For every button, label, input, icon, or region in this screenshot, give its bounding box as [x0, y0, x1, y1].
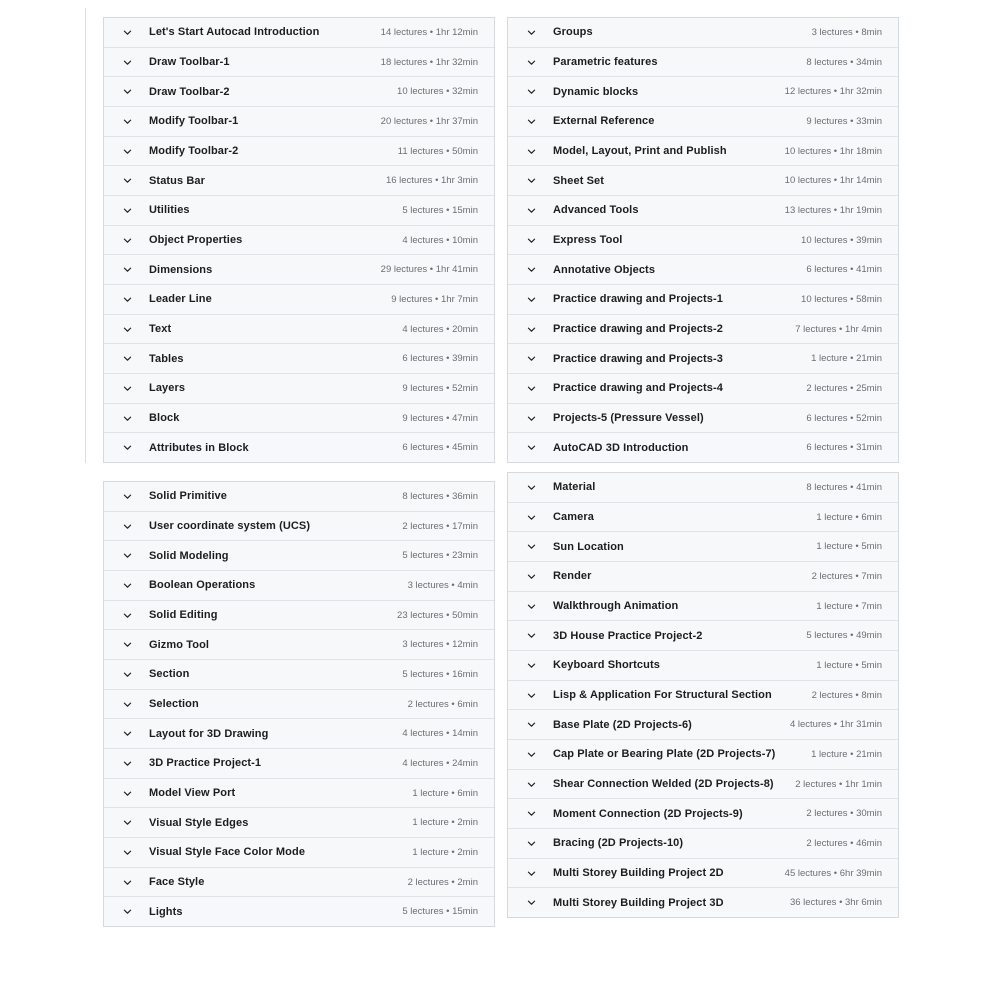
section-title: Leader Line: [149, 293, 212, 306]
section-title: Annotative Objects: [553, 263, 656, 276]
section-row[interactable]: [104, 837, 494, 867]
section-meta: 2 lectures • 46min: [806, 837, 882, 849]
section-title: Visual Style Edges: [149, 816, 249, 829]
section-row[interactable]: [508, 432, 898, 462]
section-meta: 4 lectures • 20min: [402, 323, 478, 335]
section-row[interactable]: [508, 47, 898, 77]
section-row[interactable]: [508, 650, 898, 680]
section-meta: 4 lectures • 14min: [402, 728, 478, 740]
section-meta: 1 lecture • 6min: [412, 787, 478, 799]
section-title: Modify Toolbar-2: [149, 145, 239, 158]
section-meta: 10 lectures • 1hr 18min: [784, 145, 882, 157]
section-title: Practice drawing and Projects-1: [553, 293, 723, 306]
section-meta: 18 lectures • 1hr 32min: [380, 56, 478, 68]
section-row[interactable]: [508, 136, 898, 166]
chevron-down-icon: [525, 175, 537, 187]
section-meta: 2 lectures • 8min: [811, 689, 882, 701]
chevron-down-icon: [121, 175, 133, 187]
section-title: Solid Primitive: [149, 490, 227, 503]
section-meta: 10 lectures • 39min: [801, 234, 882, 246]
section-meta: 5 lectures • 16min: [402, 668, 478, 680]
section-row[interactable]: [508, 195, 898, 225]
section-title: Shear Connection Welded (2D Projects-8): [553, 778, 774, 791]
chevron-down-icon: [121, 639, 133, 651]
chevron-down-icon: [525, 56, 537, 68]
section-meta: 9 lectures • 33min: [806, 115, 882, 127]
chevron-down-icon: [525, 353, 537, 365]
section-meta: 11 lectures • 50min: [397, 145, 478, 157]
chevron-down-icon: [525, 442, 537, 454]
section-title: 3D Practice Project-1: [149, 757, 262, 770]
section-meta: 12 lectures • 1hr 32min: [784, 86, 882, 98]
section-meta: 3 lectures • 8min: [811, 26, 882, 38]
section-row[interactable]: [508, 18, 898, 47]
chevron-down-icon: [121, 353, 133, 365]
section-row[interactable]: [104, 18, 494, 47]
section-meta: 16 lectures • 1hr 3min: [385, 175, 478, 187]
chevron-down-icon: [525, 630, 537, 642]
section-row[interactable]: [508, 620, 898, 650]
section-title: Camera: [553, 511, 594, 523]
section-row[interactable]: [104, 314, 494, 344]
section-row[interactable]: [104, 343, 494, 373]
chevron-down-icon: [121, 787, 133, 799]
section-title: Layers: [149, 382, 186, 395]
section-title: Selection: [149, 698, 199, 711]
section-title: Solid Modeling: [149, 549, 229, 562]
section-meta: 6 lectures • 45min: [402, 442, 478, 454]
chevron-down-icon: [121, 323, 133, 335]
section-title: Keyboard Shortcuts: [553, 659, 660, 672]
section-meta: 5 lectures • 49min: [806, 630, 882, 642]
section-title: Model View Port: [149, 787, 236, 800]
section-title: Layout for 3D Drawing: [149, 727, 269, 740]
section-meta: 1 lecture • 5min: [816, 659, 882, 671]
section-title: Parametric features: [553, 56, 658, 68]
chevron-down-icon: [121, 609, 133, 621]
section-row[interactable]: [104, 47, 494, 77]
section-title: Modify Toolbar-1: [149, 115, 239, 128]
section-row[interactable]: [508, 225, 898, 255]
chevron-down-icon: [525, 867, 537, 879]
chevron-down-icon: [121, 234, 133, 246]
chevron-down-icon: [525, 541, 537, 553]
section-title: Lisp & Application For Structural Section: [553, 689, 772, 702]
section-title: Practice drawing and Projects-2: [553, 323, 723, 336]
section-row[interactable]: [104, 482, 494, 511]
section-row[interactable]: [104, 432, 494, 462]
section-title: Face Style: [149, 876, 205, 889]
chevron-down-icon: [121, 757, 133, 769]
section-row[interactable]: [104, 284, 494, 314]
section-meta: 10 lectures • 58min: [801, 293, 882, 305]
section-title: Cap Plate or Bearing Plate (2D Projects-7): [553, 748, 776, 761]
section-row[interactable]: [104, 718, 494, 748]
section-title: Boolean Operations: [149, 579, 256, 592]
chevron-down-icon: [121, 145, 133, 157]
section-title: Status Bar: [149, 174, 206, 187]
section-row[interactable]: [104, 540, 494, 570]
chevron-down-icon: [121, 876, 133, 888]
chevron-down-icon: [525, 412, 537, 424]
section-title: External Reference: [553, 115, 655, 128]
section-row[interactable]: [104, 896, 494, 926]
section-row[interactable]: [508, 591, 898, 621]
chevron-down-icon: [121, 846, 133, 858]
section-row[interactable]: [104, 165, 494, 195]
section-meta: 4 lectures • 1hr 31min: [789, 719, 882, 731]
chevron-down-icon: [121, 86, 133, 98]
section-row[interactable]: [508, 314, 898, 344]
section-title: Gizmo Tool: [149, 638, 210, 651]
section-title: Practice drawing and Projects-4: [553, 382, 723, 395]
chevron-down-icon: [121, 264, 133, 276]
chevron-down-icon: [121, 579, 133, 591]
chevron-down-icon: [525, 719, 537, 731]
section-row[interactable]: [508, 828, 898, 858]
chevron-down-icon: [121, 490, 133, 502]
section-title: Model, Layout, Print and Publish: [553, 145, 727, 158]
chevron-down-icon: [121, 520, 133, 532]
chevron-down-icon: [121, 115, 133, 127]
section-title: Object Properties: [149, 234, 243, 247]
chevron-down-icon: [121, 382, 133, 394]
section-row[interactable]: [508, 373, 898, 403]
section-title: Utilities: [149, 204, 190, 217]
chevron-down-icon: [525, 234, 537, 246]
chevron-down-icon: [121, 550, 133, 562]
section-row[interactable]: [508, 709, 898, 739]
section-row[interactable]: [104, 195, 494, 225]
section-meta: 23 lectures • 50min: [397, 609, 478, 621]
chevron-down-icon: [525, 145, 537, 157]
section-row[interactable]: [104, 76, 494, 106]
chevron-down-icon: [121, 906, 133, 918]
chevron-down-icon: [121, 26, 133, 38]
section-meta: 9 lectures • 1hr 7min: [391, 293, 478, 305]
chevron-down-icon: [121, 728, 133, 740]
section-row[interactable]: [508, 739, 898, 769]
section-title: AutoCAD 3D Introduction: [553, 441, 689, 454]
section-row[interactable]: [104, 689, 494, 719]
section-meta: 36 lectures • 3hr 6min: [789, 897, 882, 909]
section-meta: 8 lectures • 41min: [806, 481, 882, 493]
chevron-down-icon: [525, 204, 537, 216]
section-row[interactable]: [508, 473, 898, 502]
section-title: Multi Storey Building Project 3D: [553, 896, 724, 909]
section-meta: 6 lectures • 52min: [806, 412, 882, 424]
chevron-down-icon: [121, 698, 133, 710]
section-title: Advanced Tools: [553, 204, 639, 217]
section-title: Projects-5 (Pressure Vessel): [553, 412, 704, 425]
section-meta: 6 lectures • 31min: [806, 442, 882, 454]
curriculum-panel-top-right: [507, 17, 899, 463]
section-title: Base Plate (2D Projects-6): [553, 718, 692, 731]
chevron-down-icon: [525, 481, 537, 493]
section-row[interactable]: [508, 343, 898, 373]
chevron-down-icon: [121, 668, 133, 680]
section-row[interactable]: [508, 106, 898, 136]
section-title: Attributes in Block: [149, 441, 249, 454]
section-title: Section: [149, 668, 190, 681]
chevron-down-icon: [525, 689, 537, 701]
section-meta: 4 lectures • 10min: [402, 234, 478, 246]
section-row[interactable]: [508, 680, 898, 710]
section-row[interactable]: [104, 867, 494, 897]
section-row[interactable]: [508, 76, 898, 106]
section-title: Practice drawing and Projects-3: [553, 352, 723, 365]
chevron-down-icon: [525, 837, 537, 849]
chevron-down-icon: [121, 293, 133, 305]
section-meta: 45 lectures • 6hr 39min: [784, 867, 882, 879]
section-meta: 1 lecture • 5min: [816, 541, 882, 553]
curriculum-panel-bottom-right: [507, 472, 899, 918]
section-row[interactable]: [104, 511, 494, 541]
section-title: Dimensions: [149, 263, 213, 276]
section-meta: 20 lectures • 1hr 37min: [380, 115, 478, 127]
section-title: Walkthrough Animation: [553, 600, 679, 613]
chevron-down-icon: [525, 382, 537, 394]
section-row[interactable]: [508, 165, 898, 195]
chevron-down-icon: [121, 56, 133, 68]
section-meta: 1 lecture • 2min: [412, 846, 478, 858]
section-row[interactable]: [104, 225, 494, 255]
section-meta: 8 lectures • 36min: [402, 490, 478, 502]
section-title: Moment Connection (2D Projects-9): [553, 807, 743, 820]
section-row[interactable]: [104, 106, 494, 136]
chevron-down-icon: [121, 442, 133, 454]
section-row[interactable]: [508, 858, 898, 888]
section-meta: 7 lectures • 1hr 4min: [795, 323, 882, 335]
curriculum-panel-bottom-left: [103, 481, 495, 927]
section-row[interactable]: [508, 502, 898, 532]
section-meta: 2 lectures • 6min: [407, 698, 478, 710]
section-title: Solid Editing: [149, 609, 218, 622]
section-meta: 14 lectures • 1hr 12min: [380, 26, 478, 38]
section-meta: 3 lectures • 12min: [402, 639, 478, 651]
section-row[interactable]: [104, 629, 494, 659]
section-title: Express Tool: [553, 234, 623, 247]
section-meta: 5 lectures • 15min: [402, 204, 478, 216]
section-title: Sheet Set: [553, 174, 605, 187]
section-meta: 2 lectures • 30min: [806, 808, 882, 820]
section-meta: 9 lectures • 52min: [402, 382, 478, 394]
chevron-down-icon: [525, 323, 537, 335]
section-row[interactable]: [104, 748, 494, 778]
section-title: Groups: [553, 26, 593, 39]
section-row[interactable]: [508, 798, 898, 828]
section-meta: 4 lectures • 24min: [402, 757, 478, 769]
section-meta: 10 lectures • 32min: [397, 86, 478, 98]
chevron-down-icon: [525, 600, 537, 612]
section-row[interactable]: [104, 659, 494, 689]
chevron-down-icon: [525, 26, 537, 38]
section-title: Sun Location: [553, 540, 624, 553]
page-edge-divider: [85, 8, 86, 463]
section-meta: 9 lectures • 47min: [402, 412, 478, 424]
curriculum-panel-top-left: [103, 17, 495, 463]
section-meta: 2 lectures • 7min: [811, 570, 882, 582]
section-title: Dynamic blocks: [553, 85, 639, 98]
chevron-down-icon: [121, 204, 133, 216]
section-title: Visual Style Face Color Mode: [149, 846, 306, 859]
section-row[interactable]: [508, 561, 898, 591]
section-row[interactable]: [508, 403, 898, 433]
section-meta: 3 lectures • 4min: [407, 579, 478, 591]
section-title: Block: [149, 412, 180, 425]
section-title: 3D House Practice Project-2: [553, 629, 703, 642]
chevron-down-icon: [525, 808, 537, 820]
chevron-down-icon: [121, 817, 133, 829]
section-meta: 5 lectures • 15min: [402, 906, 478, 918]
section-row[interactable]: [508, 284, 898, 314]
section-row[interactable]: [508, 887, 898, 917]
chevron-down-icon: [525, 86, 537, 98]
section-title: Material: [553, 481, 596, 494]
section-row[interactable]: [104, 136, 494, 166]
section-row[interactable]: [104, 807, 494, 837]
chevron-down-icon: [525, 264, 537, 276]
section-meta: 10 lectures • 1hr 14min: [784, 175, 882, 187]
section-meta: 13 lectures • 1hr 19min: [784, 204, 882, 216]
section-title: Let's Start Autocad Introduction: [149, 26, 320, 39]
chevron-down-icon: [525, 570, 537, 582]
section-meta: 29 lectures • 1hr 41min: [380, 264, 478, 276]
section-row[interactable]: [104, 600, 494, 630]
section-meta: 1 lecture • 2min: [412, 817, 478, 829]
section-title: User coordinate system (UCS): [149, 520, 311, 532]
section-row[interactable]: [508, 531, 898, 561]
section-meta: 8 lectures • 34min: [806, 56, 882, 68]
section-title: Text: [149, 323, 172, 336]
section-title: Tables: [149, 352, 184, 365]
section-meta: 1 lecture • 6min: [816, 511, 882, 523]
section-row[interactable]: [104, 254, 494, 284]
section-meta: 1 lecture • 7min: [816, 600, 882, 612]
section-row[interactable]: [508, 769, 898, 799]
chevron-down-icon: [525, 115, 537, 127]
section-meta: 1 lecture • 21min: [811, 748, 882, 760]
section-title: Render: [553, 570, 592, 583]
section-title: Draw Toolbar-2: [149, 85, 230, 98]
section-meta: 2 lectures • 1hr 1min: [795, 778, 882, 790]
section-meta: 2 lectures • 17min: [402, 520, 478, 532]
section-meta: 6 lectures • 41min: [806, 264, 882, 276]
section-title: Lights: [149, 905, 183, 918]
section-title: Draw Toolbar-1: [149, 56, 230, 68]
chevron-down-icon: [525, 748, 537, 760]
chevron-down-icon: [525, 778, 537, 790]
section-title: Multi Storey Building Project 2D: [553, 867, 724, 880]
section-meta: 6 lectures • 39min: [402, 353, 478, 365]
section-meta: 1 lecture • 21min: [811, 353, 882, 365]
chevron-down-icon: [525, 897, 537, 909]
section-meta: 5 lectures • 23min: [402, 550, 478, 562]
section-meta: 2 lectures • 2min: [407, 876, 478, 888]
section-row[interactable]: [104, 403, 494, 433]
section-row[interactable]: [508, 254, 898, 284]
section-title: Bracing (2D Projects-10): [553, 837, 684, 850]
chevron-down-icon: [525, 293, 537, 305]
chevron-down-icon: [525, 659, 537, 671]
section-row[interactable]: [104, 778, 494, 808]
chevron-down-icon: [525, 511, 537, 523]
chevron-down-icon: [121, 412, 133, 424]
section-row[interactable]: [104, 570, 494, 600]
section-meta: 2 lectures • 25min: [806, 382, 882, 394]
section-row[interactable]: [104, 373, 494, 403]
